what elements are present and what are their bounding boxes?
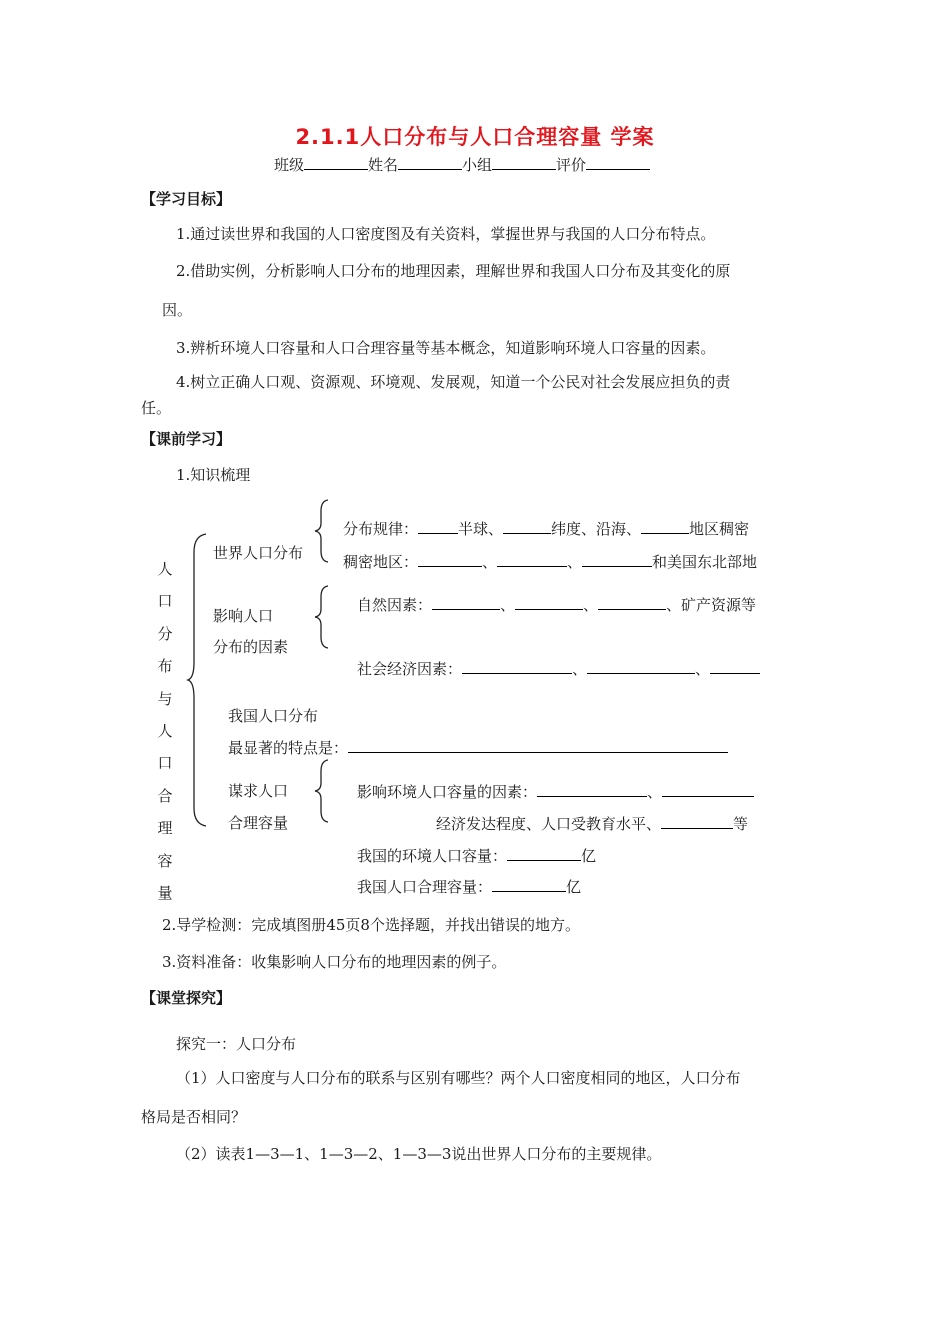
economy-line — [436, 813, 748, 834]
china-env-blank[interactable] — [507, 845, 581, 861]
natural-factors-line — [357, 594, 756, 615]
dense-prefix: 稠密地区： — [343, 553, 419, 571]
rule-hemisphere: 半球、 — [458, 520, 504, 538]
objective-2-line-2: 因。 — [162, 301, 193, 319]
social-blank-2[interactable] — [587, 658, 695, 674]
natural-blank-1[interactable] — [432, 594, 500, 610]
prestudy-item-2: 2.导学检测：完成填图册45页8个选择题，并找出错误的地方。 — [162, 916, 580, 934]
china-env-capacity-line — [357, 845, 596, 866]
objective-2-line-1: 2.借助实例，分析影响人口分布的地理因素，理解世界和我国人口分布及其变化的原 — [176, 262, 731, 280]
rule-prefix: 分布规律： — [343, 520, 419, 538]
region-blank[interactable] — [641, 518, 689, 534]
china-distribution-prefix: 最显著的特点是： — [228, 739, 349, 757]
factors-label-line-2: 分布的因素 — [213, 638, 289, 656]
objective-4-line-2: 任。 — [141, 399, 172, 417]
vertical-char: 人 — [157, 560, 173, 578]
natural-prefix: 自然因素： — [357, 596, 433, 614]
objective-4-line-1: 4.树立正确人口观、资源观、环境观、发展观，知道一个公民对社会发展应担负的责 — [176, 373, 731, 391]
natural-blank-3[interactable] — [598, 594, 666, 610]
capacity-factor-sep: 、 — [647, 783, 663, 801]
natural-blank-2[interactable] — [515, 594, 583, 610]
dense-regions-line — [343, 551, 757, 572]
vertical-char: 人 — [157, 722, 173, 741]
capacity-label-line-2: 合理容量 — [228, 814, 289, 832]
china-feature-blank[interactable] — [348, 737, 728, 753]
vertical-char: 容 — [157, 851, 173, 870]
objective-3: 3.辨析环境人口容量和人口合理容量等基本概念，知道影响环境人口容量的因素。 — [176, 339, 716, 357]
vertical-char: 合 — [157, 786, 173, 805]
economy-blank[interactable] — [661, 813, 733, 829]
distribution-rule-line — [343, 518, 749, 539]
section-inquiry-heading: 【课堂探究】 — [141, 989, 232, 1007]
economy-prefix: 经济发达程度、人口受教育水平、 — [436, 815, 662, 833]
rule-region: 地区稠密 — [689, 520, 750, 538]
name-label: 姓名 — [368, 156, 399, 174]
vertical-char: 口 — [157, 754, 173, 773]
page-title: 2.1.1人口分布与人口合理容量 学案 — [295, 125, 655, 149]
china-distribution-line-2 — [228, 737, 728, 758]
capacity-blank-2[interactable] — [662, 781, 754, 797]
social-sep-2: 、 — [695, 660, 711, 678]
vertical-title — [155, 553, 175, 909]
natural-sep-2: 、 — [583, 596, 599, 614]
china-env-suffix: 亿 — [581, 847, 597, 865]
prestudy-item-3: 3.资料准备：收集影响人口分布的地理因素的例子。 — [162, 953, 507, 971]
latitude-blank[interactable] — [503, 518, 551, 534]
vertical-char: 分 — [157, 624, 173, 643]
evaluation-label: 评价 — [556, 156, 587, 174]
natural-suffix: 、矿产资源等 — [666, 596, 757, 614]
social-prefix: 社会经济因素： — [357, 660, 463, 678]
economy-suffix: 等 — [733, 815, 749, 833]
knowledge-label: 1.知识梳理 — [176, 466, 251, 484]
vertical-char: 布 — [157, 657, 173, 676]
group-blank[interactable] — [492, 154, 556, 170]
vertical-char: 口 — [157, 592, 173, 611]
question-1-line-1: （1）人口密度与人口分布的联系与区别有哪些？两个人口密度相同的地区，人口分布 — [176, 1069, 741, 1087]
vertical-char: 与 — [157, 689, 173, 708]
section-prestudy-heading: 【课前学习】 — [141, 430, 232, 448]
question-1-line-2: 格局是否相同？ — [141, 1108, 247, 1126]
factors-brace — [314, 585, 330, 649]
social-blank-3[interactable] — [710, 658, 760, 674]
question-2: （2）读表1—3—1、1—3—2、1—3—3说出世界人口分布的主要规律。 — [176, 1145, 662, 1163]
evaluation-blank[interactable] — [586, 154, 650, 170]
china-reasonable-suffix: 亿 — [566, 878, 582, 896]
inquiry-topic-1: 探究一：人口分布 — [176, 1035, 297, 1053]
dense-sep-2: 、 — [567, 553, 583, 571]
world-distribution-label: 世界人口分布 — [213, 544, 304, 562]
capacity-factors-line — [357, 781, 754, 802]
china-distribution-line-1: 我国人口分布 — [228, 707, 319, 725]
world-brace — [314, 499, 330, 563]
main-brace — [188, 532, 208, 828]
group-label: 小组 — [462, 156, 493, 174]
vertical-char: 理 — [157, 819, 173, 838]
section-objectives-heading: 【学习目标】 — [141, 190, 232, 208]
class-blank[interactable] — [304, 154, 368, 170]
name-blank[interactable] — [398, 154, 462, 170]
class-label: 班级 — [274, 156, 305, 174]
china-reasonable-prefix: 我国人口合理容量： — [357, 878, 493, 896]
social-factors-line — [357, 658, 760, 679]
dense-suffix: 和美国东北部地 — [652, 553, 758, 571]
china-reasonable-capacity-line — [357, 876, 581, 897]
dense-blank-2[interactable] — [497, 551, 567, 567]
capacity-brace — [314, 759, 330, 823]
dense-sep-1: 、 — [482, 553, 498, 571]
social-blank-1[interactable] — [462, 658, 572, 674]
dense-blank-1[interactable] — [418, 551, 482, 567]
objective-1: 1.通过读世界和我国的人口密度图及有关资料，掌握世界与我国的人口分布特点。 — [176, 225, 716, 243]
capacity-label-line-1: 谋求人口 — [228, 782, 289, 800]
info-fields — [274, 154, 650, 175]
dense-blank-3[interactable] — [582, 551, 652, 567]
social-sep-1: 、 — [572, 660, 588, 678]
natural-sep-1: 、 — [500, 596, 516, 614]
vertical-char: 量 — [157, 884, 173, 903]
capacity-blank-1[interactable] — [537, 781, 647, 797]
china-env-prefix: 我国的环境人口容量： — [357, 847, 508, 865]
china-reasonable-blank[interactable] — [492, 876, 566, 892]
capacity-factor-prefix: 影响环境人口容量的因素： — [357, 783, 538, 801]
hemisphere-blank[interactable] — [418, 518, 458, 534]
factors-label-line-1: 影响人口 — [213, 607, 274, 625]
rule-latitude: 纬度、沿海、 — [551, 520, 642, 538]
